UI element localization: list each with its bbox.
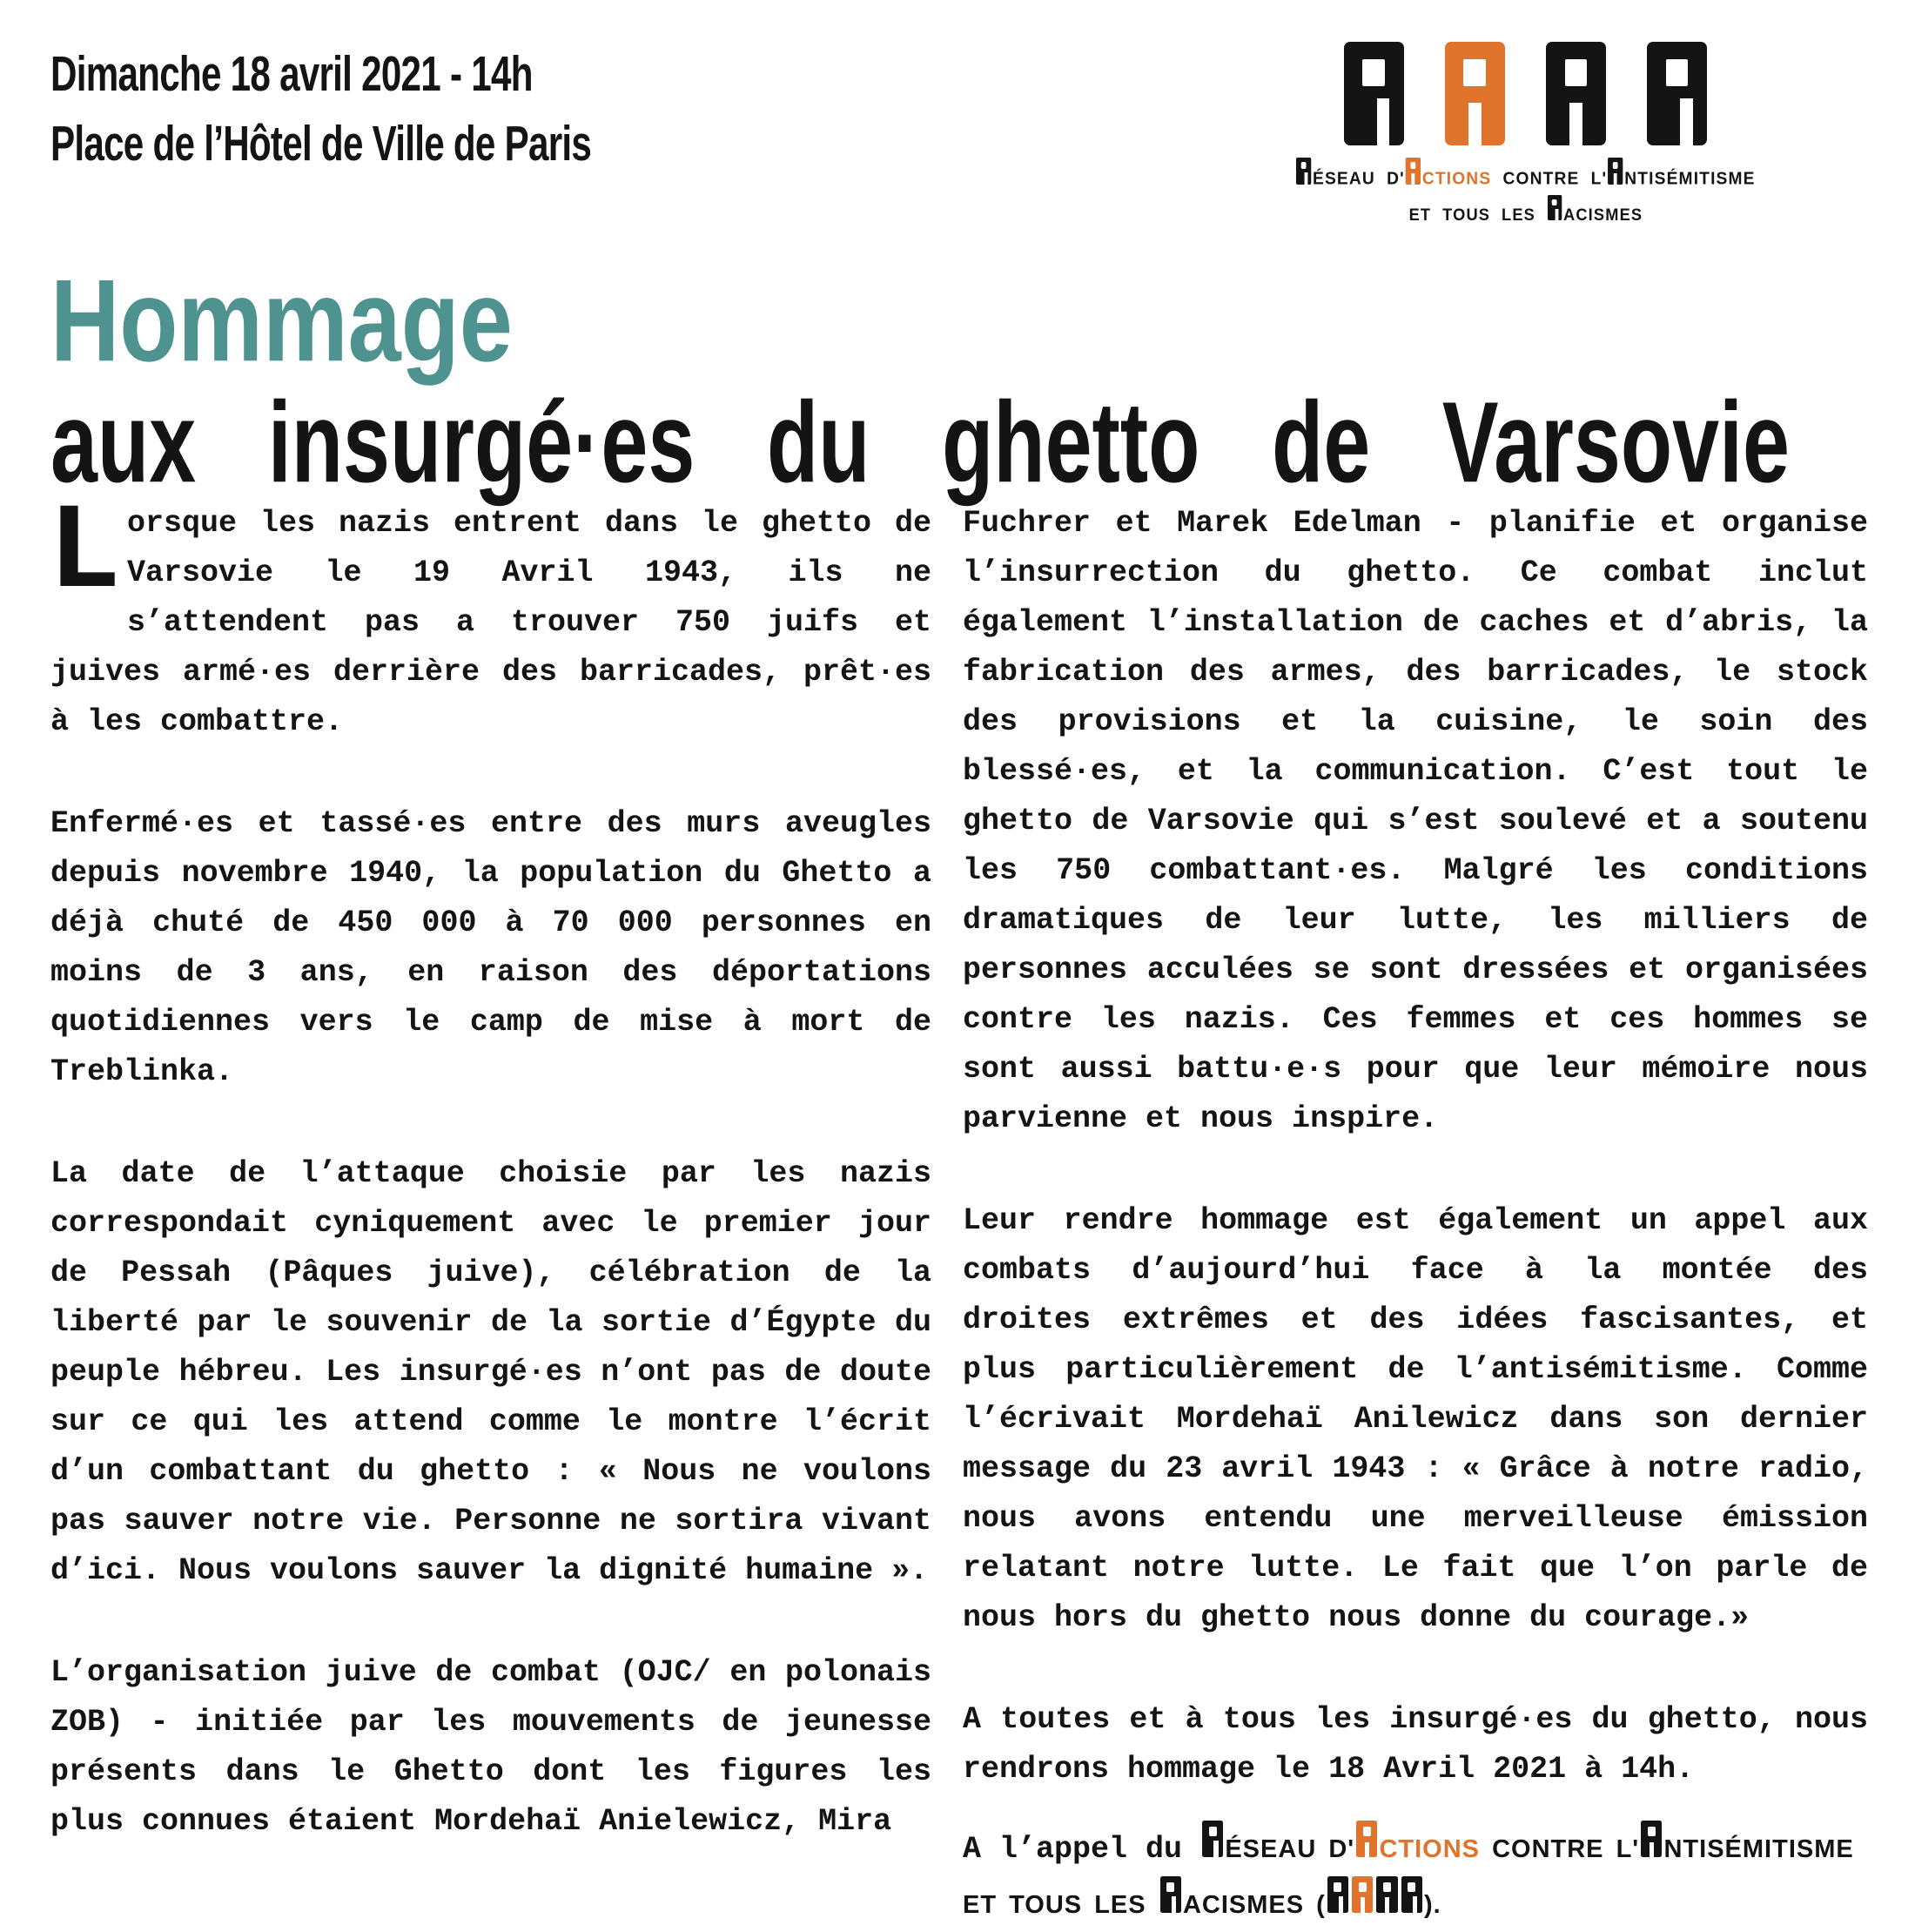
- blocky-letter-r: [1401, 1876, 1422, 1913]
- blocky-letter-r: [1344, 42, 1404, 145]
- blocky-letter-r: [1296, 158, 1311, 185]
- page-title: Hommage: [50, 255, 513, 386]
- credit-org-line2: [963, 1890, 1441, 1919]
- subtitle-word: du: [766, 377, 870, 507]
- credit: [963, 1821, 1868, 1932]
- blocky-letter-a: [1356, 1821, 1377, 1857]
- raar-logo-letters: [1344, 42, 1707, 145]
- event-place-line: [50, 115, 781, 183]
- blocky-letter-r: [1327, 1876, 1348, 1913]
- caps-text: CTIONS: [1379, 1834, 1481, 1863]
- paragraph: La date de l’attaque choisie par les nazis correspondait cyniquement avec le premier jour de Pessah (Pâques juive), célébration de la liberté par le souvenir de la sortie d’Égypte du peuple hébreu. Les insurgé·es n’ont pas de doute sur ce qui les attend comme le montre l’écrit d’un combattant du ghetto : « Nous ne voulons pas sauver notre vie. Personne ne sortira vivant d’ici. Nous voulons sauver la dignité humaine ».: [50, 1155, 931, 1588]
- paragraph-text: orsque les nazis entrent dans le ghetto de Varsovie le 19 Avril 1943, ils ne s’attendent pas a trouver 750 juifs et juives armé·es derrière des barricades, prêt·es à les combattre.: [50, 505, 931, 739]
- paragraph: L’organisation juive de combat (OJC/ en polonais ZOB) - initiée par les mouvements de jeunesse présents dans le Ghetto dont les figures les plus connues étaient Mordehaï Anielewicz, Mira: [50, 1654, 931, 1839]
- event-date-line: [50, 45, 781, 113]
- credit-line-2: [963, 1876, 1868, 1932]
- caps-text: NTISÉMITISME: [1624, 169, 1756, 189]
- credit-line-1: [963, 1821, 1868, 1876]
- raar-tagline-line1: [1295, 158, 1756, 189]
- blocky-letter-r: [1160, 1876, 1181, 1913]
- blocky-letter-a: [1546, 42, 1606, 145]
- caps-text: ET TOUS LES: [1408, 205, 1547, 225]
- event-info: [50, 45, 781, 183]
- blocky-letter-a: [1609, 158, 1623, 185]
- header: [50, 45, 1868, 226]
- blocky-letter-r: [1647, 42, 1707, 145]
- subtitle-word: insurgé·es: [267, 377, 695, 507]
- event-place: Place de l’Hôtel de Ville de Paris: [50, 116, 592, 172]
- blocky-letter-a: [1445, 42, 1505, 145]
- raar-tagline-line2: [1408, 195, 1643, 226]
- title-block: [50, 255, 1868, 386]
- caps-text: ACISMES: [1562, 205, 1643, 225]
- caps-text: CONTRE L': [1491, 169, 1608, 189]
- paragraph: Fuchrer et Marek Edelman - planifie et organise l’insurrection du ghetto. Ce combat inclut également l’installation de caches et d’abris, la fabrication des armes, des barricades, le stock des provisions et la cuisine, le soin des blessé·es, et la communication. C’est tout le ghetto de Varsovie qui s’est soulevé et a soutenu les 750 combattant·es. Malgré les conditions dramatiques de leur lutte, les milliers de personnes acculées se sont dressées et organisées contre les nazis. Ces femmes et ces hommes se sont aussi battu·e·s pour que leur mémoire nous parvienne et nous inspire.: [963, 505, 1868, 1136]
- right-column: [963, 499, 1868, 1932]
- paragraph: Leur rendre hommage est également un appel aux combats d’aujourd’hui face à la montée des droites extrêmes et des idées fascisantes, et plus particulièrement de l’antisémitisme. Comme l’écrivait Mordehaï Anilewicz dans son dernier message du 23 avril 1943 : « Grâce à notre radio, nous avons entendu une merveilleuse émission relatant notre lutte. Le fait que l’on parle de nous hors du ghetto nous donne du courage.»: [963, 1202, 1868, 1635]
- caps-text: ET TOUS LES: [963, 1890, 1159, 1919]
- blocky-letter-a: [1376, 1876, 1397, 1913]
- blocky-letter-a: [1641, 1821, 1662, 1857]
- subtitle-word: de: [1272, 377, 1371, 507]
- caps-text: CTIONS: [1422, 169, 1492, 189]
- credit-org-line1: [1200, 1834, 1854, 1863]
- paragraph: Enfermé·es et tassé·es entre des murs aveugles depuis novembre 1940, la population du Ghetto a déjà chuté de 450 000 à 70 000 personnes en moins de 3 ans, en raison des déportations quotidiennes vers le camp de mise à mort de Treblinka.: [50, 805, 931, 1089]
- caps-text: ACISMES (: [1182, 1890, 1326, 1919]
- subtitle-word: aux: [50, 377, 197, 507]
- article: [48, 484, 1868, 1932]
- caps-text: ÉSEAU D': [1225, 1834, 1355, 1863]
- caps-text: ÉSEAU D': [1313, 169, 1406, 189]
- drop-cap: L: [48, 484, 122, 623]
- caps-text: NTISÉMITISME: [1663, 1834, 1854, 1863]
- blocky-letter-a: [1406, 158, 1421, 185]
- event-date: Dimanche 18 avril 2021 - 14h: [50, 46, 533, 102]
- credit-prefix: A l’appel du: [963, 1831, 1201, 1867]
- caps-text: CONTRE L': [1480, 1834, 1640, 1863]
- paragraph-lead: [48, 484, 931, 747]
- subtitle-word: ghetto: [942, 377, 1200, 507]
- caps-text: ).: [1424, 1890, 1441, 1919]
- raar-logo: [1286, 42, 1765, 226]
- blocky-letter-r: [1202, 1821, 1223, 1857]
- blocky-letter-a: [1352, 1876, 1373, 1913]
- blocky-letter-r: [1548, 195, 1562, 220]
- subtitle-word: Varsovie: [1441, 377, 1790, 507]
- left-column: [48, 484, 931, 1932]
- paragraph: A toutes et à tous les insurgé·es du ghetto, nous rendrons hommage le 18 Avril 2021 à 14h.: [963, 1701, 1868, 1787]
